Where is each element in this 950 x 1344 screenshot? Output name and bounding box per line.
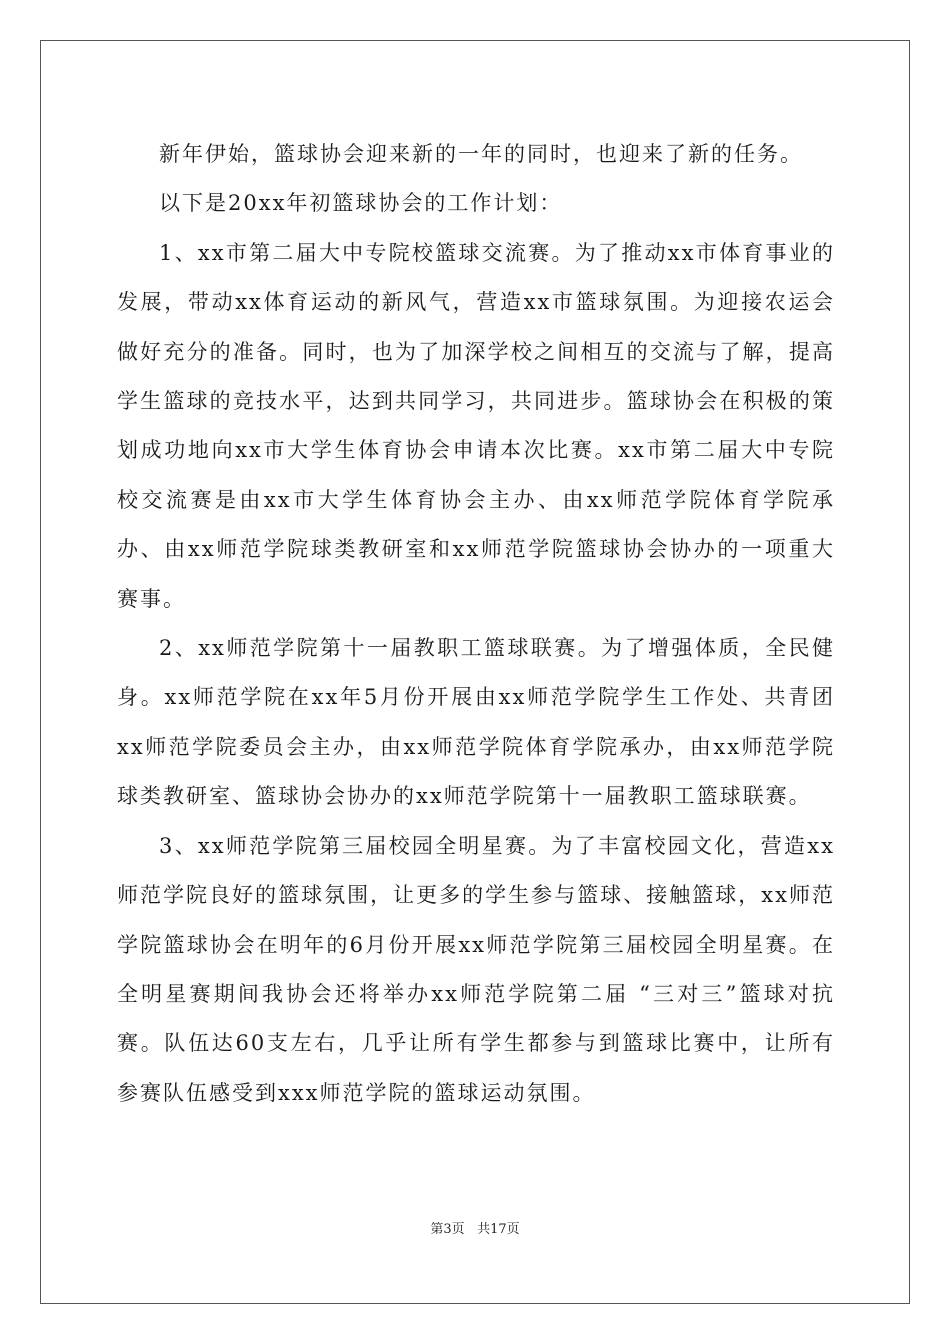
- page-total: 共17页: [477, 1222, 520, 1237]
- document-body: [117, 130, 835, 1118]
- paragraph-item-2: 2、xx师范学院第十一届教职工篮球联赛。为了增强体质，全民健身。xx师范学院在xx年5月份开展由xx师范学院学生工作处、共青团xx师范学院委员会主办，由xx师范学院体育学院承办，由xx师范学院球类教研室、篮球协会协办的xx师范学院第十一届教职工篮球联赛。: [117, 636, 835, 809]
- footer-separator: [465, 1222, 477, 1237]
- page-footer: [0, 1218, 950, 1237]
- paragraph-intro: 新年伊始，篮球协会迎来新的一年的同时，也迎来了新的任务。: [159, 142, 803, 166]
- page-number: 第3页: [430, 1222, 465, 1237]
- paragraph-plan-heading: 以下是20xx年初篮球协会的工作计划：: [159, 191, 563, 216]
- paragraph-item-3: 3、xx师范学院第三届校园全明星赛。为了丰富校园文化，营造xx师范学院良好的篮球氛围，让更多的学生参与篮球、接触篮球，xx师范学院篮球协会在明年的6月份开展xx师范学院第三届校园全明星赛。在全明星赛期间我协会还将举办xx师范学院第二届 “三对三”篮球对抗赛。队伍达60支左右，几乎让所有学生都参与到篮球比赛中，让所有参赛队伍感受到xxx师范学院的篮球运动氛围。: [117, 833, 835, 1105]
- paragraph-item-1: 1、xx市第二届大中专院校篮球交流赛。为了推动xx市体育事业的发展，带动xx体育运动的新风气，营造xx市篮球氛围。为迎接农运会做好充分的准备。同时，也为了加深学校之间相互的交流与了解，提高学生篮球的竞技水平，达到共同学习，共同进步。篮球协会在积极的策划成功地向xx市大学生体育协会申请本次比赛。xx市第二届大中专院校交流赛是由xx市大学生体育协会主办、由xx师范学院体育学院承办、由xx师范学院球类教研室和xx师范学院篮球协会协办的一项重大赛事。: [117, 240, 835, 611]
